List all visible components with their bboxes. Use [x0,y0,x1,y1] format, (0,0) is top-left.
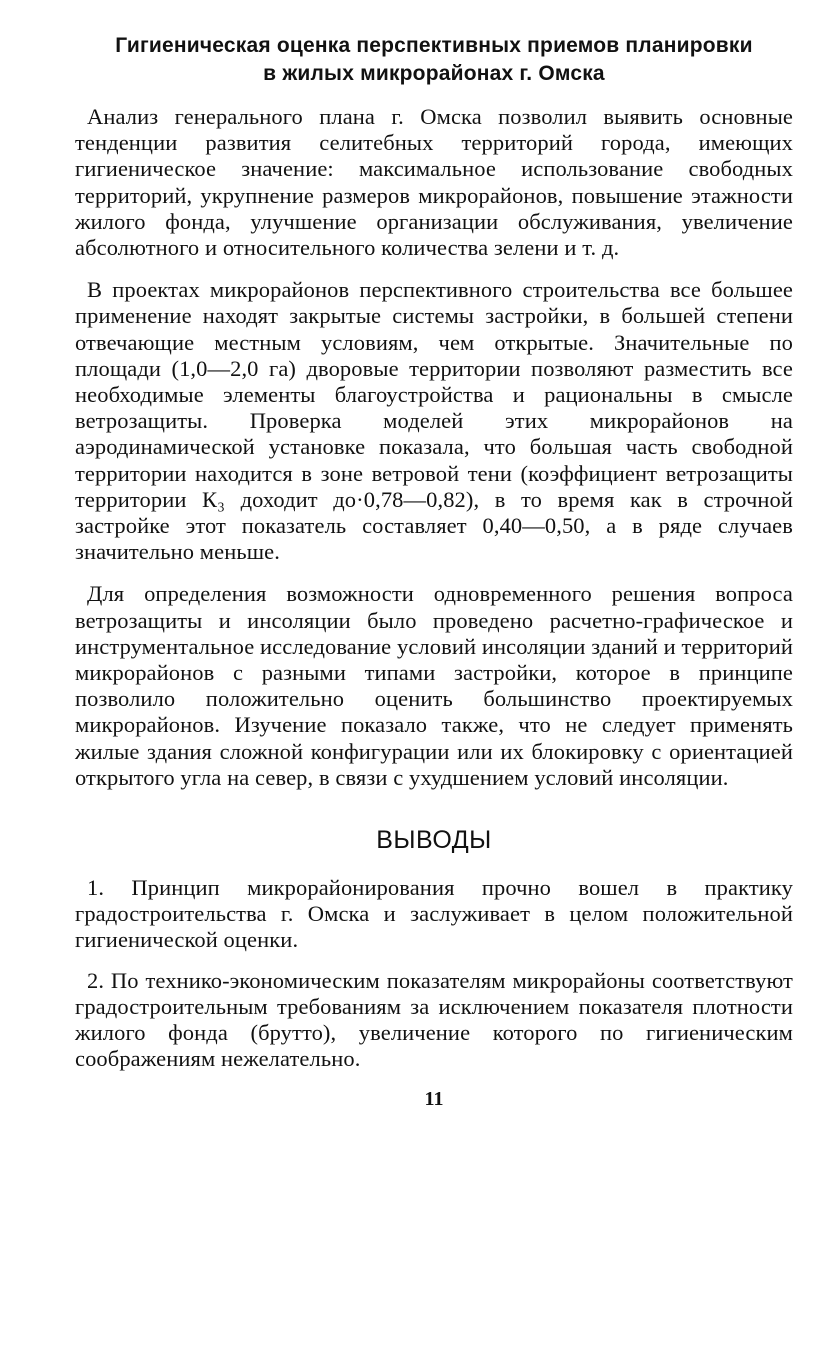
title-line-2: в жилых микрорайонах г. Омска [263,62,605,85]
page-number: 11 [424,1087,444,1110]
conclusions-heading: ВЫВОДЫ [376,826,492,855]
paragraph-wind-protection: В проектах микрорайонов перспективного строительства все большее применение находят закрытые системы застройки, в большей степени отвечающие местным условиям, чем открытые. Значительные по площади (1,0—2,0 га) дворовые территории позволяют разместить все необходимые элементы благоустройства и рациональны в смысле ветрозащиты. Проверка моделей этих микрорайонов на аэродинамической установке показала, что большая часть свободной территории находится в зоне ветровой тени (коэффициент ветрозащиты территории К₃ доходит до·0,78—0,82), в то время как в строчной застройке этот показатель составляет 0,40—0,50, а в ряде случаев значительно меньше. [75,277,793,565]
document-title [75,32,793,88]
title-line-1: Гигиеническая оценка перспективных приемов планировки [115,34,753,57]
document-page [75,32,793,1111]
conclusion-item-2: 2. По технико-экономическим показателям микрорайоны соответствуют градостроительным требованиям за исключением показателя плотности жилого фонда (брутто), увеличение которого по гигиеническим соображениям нежелательно. [75,967,793,1072]
conclusion-item-1: 1. Принцип микрорайонирования прочно вошел в практику градостроительства г. Омска и заслуживает в целом положительной гигиенической оценки. [75,875,793,953]
paragraph-general-plan-analysis: Анализ генерального плана г. Омска позволил выявить основные тенденции развития селитебных территорий города, имеющих гигиеническое значение: максимальное использование свободных территорий, укрупнение размеров микрорайонов, повышение этажности жилого фонда, улучшение организации обслуживания, увеличение абсолютного и относительного количества зелени и т. д. [75,104,793,261]
paragraph-insolation-study: Для определения возможности одновременного решения вопроса ветрозащиты и инсоляции было проведено расчетно-графическое и инструментальное исследование условий инсоляции зданий и территорий микрорайонов с разными типами застройки, которое в принципе позволило положительно оценить большинство проектируемых микрорайонов. Изучение показало также, что не следует применять жилые здания сложной конфигурации или их блокировку с ориентацией открытого угла на север, в связи с ухудшением условий инсоляции. [75,581,793,790]
